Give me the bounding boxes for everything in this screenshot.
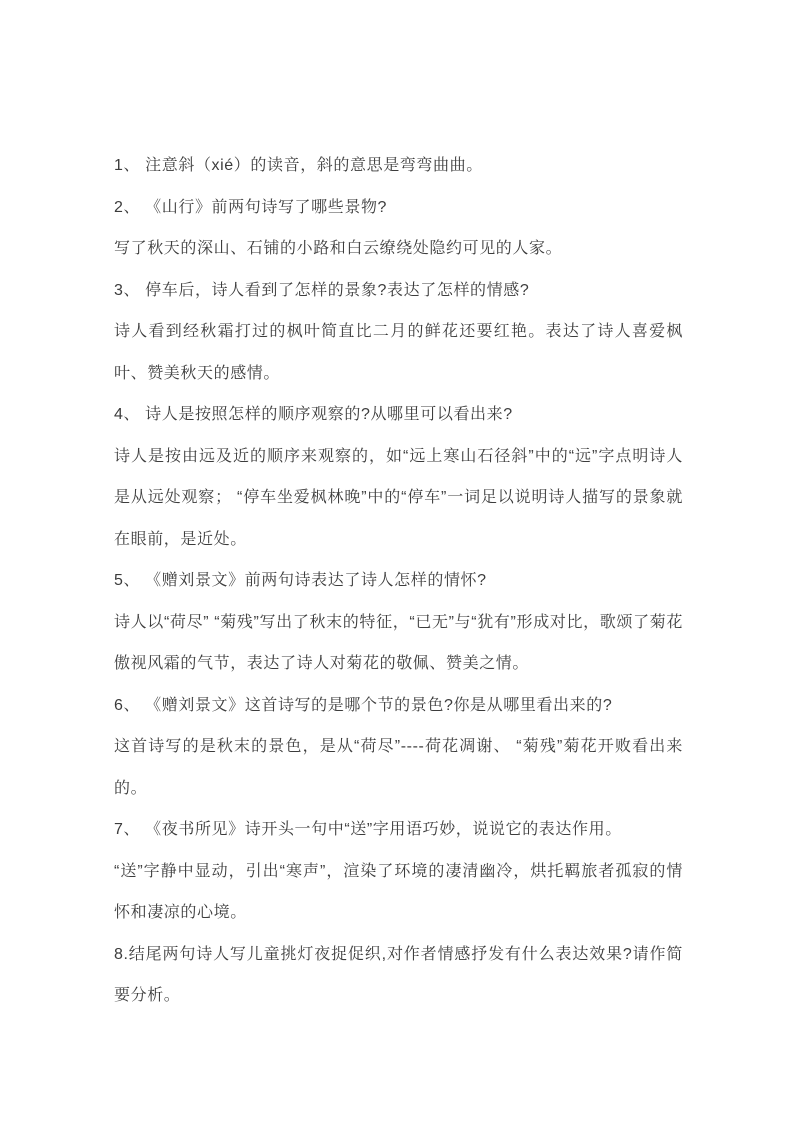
paragraph-q1: 1、 注意斜（xié）的读音，斜的意思是弯弯曲曲。 xyxy=(114,157,483,174)
paragraph-q7: 7、 《夜书所见》诗开头一句中“送”字用语巧妙，说说它的表达作用。 xyxy=(114,821,622,838)
paragraph-a3: 诗人看到经秋霜打过的枫叶简直比二月的鲜花还要红艳。表达了诗人喜爱枫叶、赞美秋天的感情。 xyxy=(114,323,683,382)
paragraph-a4: 诗人是按由远及近的顺序来观察的，如“远上寒山石径斜”中的“远”字点明诗人是从远处观察； “停车坐爱枫林晚”中的“停车”一词足以说明诗人描写的景象就在眼前，是近处。 xyxy=(114,447,683,548)
paragraph-a7: “送”字静中显动，引出“寒声”，渲染了环境的凄清幽冷，烘托羁旅者孤寂的情怀和凄凉的心境。 xyxy=(114,862,683,921)
paragraph-a2: 写了秋天的深山、石铺的小路和白云缭绕处隐约可见的人家。 xyxy=(114,240,563,257)
paragraph-q3: 3、 停车后，诗人看到了怎样的景象?表达了怎样的情感? xyxy=(114,281,530,299)
paragraph-q4: 4、 诗人是按照怎样的顺序观察的?从哪里可以看出来? xyxy=(114,406,513,423)
paragraph-a6: 这首诗写的是秋末的景色，是从“荷尽”----荷花凋谢、 “菊残”菊花开败看出来的。 xyxy=(114,738,683,797)
paragraph-a5: 诗人以“荷尽” “菊残”写出了秋末的特征，“已无”与“犹有”形成对比，歌颂了菊花傲视风霜的气节，表达了诗人对菊花的敬佩、赞美之情。 xyxy=(114,613,683,672)
paragraph-q2: 2、 《山行》前两句诗写了哪些景物? xyxy=(114,198,388,216)
paragraph-q5: 5、 《赠刘景文》前两句诗表达了诗人怎样的情怀? xyxy=(114,572,487,589)
paragraph-q6: 6、 《赠刘景文》这首诗写的是哪个节的景色?你是从哪里看出来的? xyxy=(114,696,613,714)
paragraph-q8: 8.结尾两句诗人写儿童挑灯夜捉促织,对作者情感抒发有什么表达效果?请作简要分析。 xyxy=(114,945,683,1004)
